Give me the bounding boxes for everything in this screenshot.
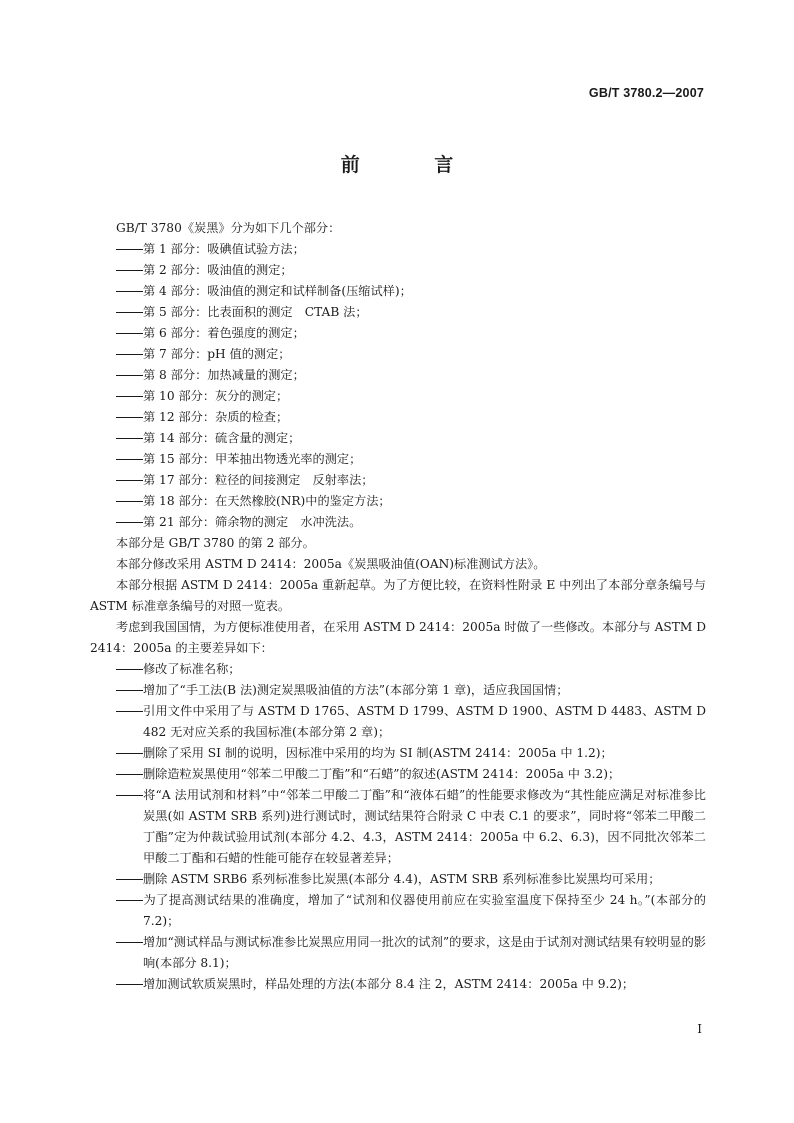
page-number: I: [697, 1022, 702, 1036]
body-paragraph: 本部分是 GB/T 3780 的第 2 部分。: [116, 536, 315, 550]
list-item: 删除造粒炭黑使用“邻苯二甲酸二丁酯”和“石蜡”的叙述(ASTM 2414：2005a 中 3.2)；: [90, 764, 706, 785]
dash-bullet: [116, 459, 143, 460]
list-item: 增加“测试样品与测试标准参比炭黑应用同一批次的试剂”的要求，这是由于试剂对测试结果有较明显的影响(本部分 8.1)；: [90, 932, 706, 974]
dash-bullet: [116, 312, 143, 313]
list-item: 删除了采用 SI 制的说明，因标准中采用的均为 SI 制(ASTM 2414：2005a 中 1.2)；: [90, 743, 706, 764]
page-title: 前 言: [340, 154, 488, 176]
intro-paragraph: GB/T 3780《炭黑》分为如下几个部分：: [116, 221, 341, 235]
dash-bullet: [116, 711, 143, 712]
dash-bullet: [116, 480, 143, 481]
list-item: 第 4 部分：吸油值的测定和试样制备(压缩试样)；: [90, 281, 706, 302]
dash-bullet: [116, 417, 143, 418]
body-paragraph: 本部分修改采用 ASTM D 2414：2005a《炭黑吸油值(OAN)标准测试方法》。: [116, 557, 546, 571]
list-item: 引用文件中采用了与 ASTM D 1765、ASTM D 1799、ASTM D 1900、ASTM D 4483、ASTM D 482 无对应关系的我国标准(本部分第 2 章)；: [90, 701, 706, 743]
list-item: 第 15 部分：甲苯抽出物透光率的测定；: [90, 449, 706, 470]
list-item: 第 18 部分：在天然橡胶(NR)中的鉴定方法；: [90, 491, 706, 512]
list-item: 第 17 部分：粒径的间接测定 反射率法；: [90, 470, 706, 491]
list-item: 第 12 部分：杂质的检查；: [90, 407, 706, 428]
dash-bullet: [116, 522, 143, 523]
body-paragraph: 本部分根据 ASTM D 2414：2005a 重新起草。为了方便比较，在资料性附录 E 中列出了本部分章条编号与 ASTM 标准章条编号的对照一览表。: [90, 578, 706, 613]
list-item: 第 14 部分：硫含量的测定；: [90, 428, 706, 449]
list-item: 增加了“手工法(B 法)测定炭黑吸油值的方法”(本部分第 1 章)，适应我国国情；: [90, 680, 706, 701]
body-paragraph: 考虑到我国国情，为方便标准使用者，在采用 ASTM D 2414：2005a 时做了一些修改。本部分与 ASTM D 2414：2005a 的主要差异如下：: [90, 620, 706, 655]
dash-bullet: [116, 753, 143, 754]
dash-bullet: [116, 669, 143, 670]
list-item: 增加测试软质炭黑时，样品处理的方法(本部分 8.4 注 2，ASTM 2414：2005a 中 9.2)；: [90, 974, 706, 995]
list-item: 第 1 部分：吸碘值试验方法；: [90, 239, 706, 260]
dash-bullet: [116, 690, 143, 691]
standard-code: GB/T 3780.2—2007: [588, 86, 704, 100]
dash-bullet: [116, 375, 143, 376]
foreword-body: [90, 218, 706, 995]
list-item: 第 6 部分：着色强度的测定；: [90, 323, 706, 344]
dash-bullet: [116, 333, 143, 334]
dash-bullet: [116, 501, 143, 502]
dash-bullet: [116, 270, 143, 271]
dash-bullet: [116, 291, 143, 292]
list-item: 第 8 部分：加热减量的测定；: [90, 365, 706, 386]
dash-bullet: [116, 354, 143, 355]
list-item: 第 10 部分：灰分的测定；: [90, 386, 706, 407]
list-item: 为了提高测试结果的准确度，增加了“试剂和仪器使用前应在实验室温度下保持至少 24 h。”(本部分的 7.2)；: [90, 890, 706, 932]
parts-list: [90, 239, 706, 533]
list-item: 修改了标准名称；: [90, 659, 706, 680]
dash-bullet: [116, 774, 143, 775]
dash-bullet: [116, 249, 143, 250]
dash-bullet: [116, 396, 143, 397]
list-item: 第 2 部分：吸油值的测定；: [90, 260, 706, 281]
differences-list: [90, 659, 706, 995]
dash-bullet: [116, 900, 143, 901]
dash-bullet: [116, 984, 143, 985]
list-item: 删除 ASTM SRB6 系列标准参比炭黑(本部分 4.4)，ASTM SRB 系列标准参比炭黑均可采用；: [90, 869, 706, 890]
dash-bullet: [116, 942, 143, 943]
dash-bullet: [116, 438, 143, 439]
dash-bullet: [116, 795, 143, 796]
list-item: 将“A 法用试剂和材料”中“邻苯二甲酸二丁酯”和“液体石蜡”的性能要求修改为“其性能应满足对标准参比炭黑(如 ASTM SRB 系列)进行测试时，测试结果符合附录 C 中表 C.1 的要求”，同时将“邻苯二甲酸二丁酯”定为仲裁试验用试剂(本部分 4.2、4.3，ASTM 2414：2005a 中 6.2、6.3)，因不同批次邻苯二甲酸二丁酯和石蜡的性能可能存在较显著差异；: [90, 785, 706, 869]
list-item: 第 21 部分：筛余物的测定 水冲洗法。: [90, 512, 706, 533]
dash-bullet: [116, 879, 143, 880]
list-item: 第 7 部分：pH 值的测定；: [90, 344, 706, 365]
list-item: 第 5 部分：比表面积的测定 CTAB 法；: [90, 302, 706, 323]
